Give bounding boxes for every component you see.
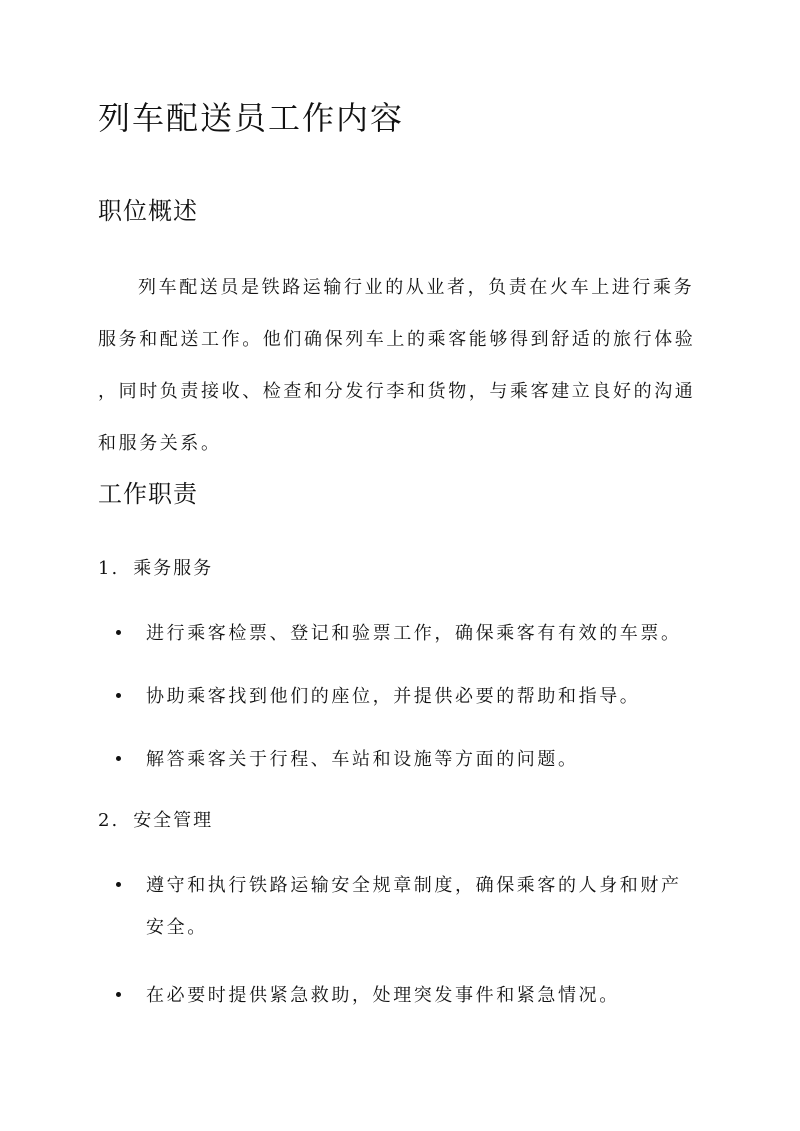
overview-line: 和服务关系。 <box>98 433 222 454</box>
overview-line: ，同时负责接收、检查和分发行李和货物，与乘客建立良好的沟通 <box>98 381 696 402</box>
duties-heading: 工作职责 <box>98 480 198 508</box>
list-item-text-continued: 安全。 <box>146 917 208 938</box>
list-item-text: 遵守和执行铁路运输安全规章制度，确保乘客的人身和财产 <box>146 875 682 896</box>
list-item <box>116 870 716 958</box>
list-item <box>116 618 716 650</box>
bullet-icon <box>116 756 121 761</box>
duty-list <box>116 870 716 1043</box>
duty-section-heading <box>98 808 213 834</box>
overview-line: 列车配送员是铁路运输行业的从业者，负责在火车上进行乘务 <box>138 277 695 298</box>
document-title: 列车配送员工作内容 <box>98 99 405 137</box>
overview-paragraph <box>98 262 708 470</box>
bullet-icon <box>116 630 121 635</box>
duty-section-title: 安全管理 <box>133 810 214 831</box>
list-item <box>116 744 716 776</box>
duty-section-heading <box>98 556 213 582</box>
duty-list <box>116 618 716 807</box>
bullet-icon <box>116 992 121 997</box>
list-item <box>116 980 716 1012</box>
bullet-icon <box>116 693 121 698</box>
list-item-text: 协助乘客找到他们的座位，并提供必要的帮助和指导。 <box>146 686 641 707</box>
overview-line: 服务和配送工作。他们确保列车上的乘客能够得到舒适的旅行体验 <box>98 329 696 350</box>
list-item-text: 解答乘客关于行程、车站和设施等方面的问题。 <box>146 749 579 770</box>
duty-section-number: 1. <box>98 558 120 579</box>
duty-section-number: 2. <box>98 810 120 831</box>
list-item <box>116 681 716 713</box>
bullet-icon <box>116 882 121 887</box>
list-item-text: 进行乘客检票、登记和验票工作，确保乘客有有效的车票。 <box>146 623 682 644</box>
overview-heading: 职位概述 <box>98 197 198 225</box>
list-item-text: 在必要时提供紧急救助，处理突发事件和紧急情况。 <box>146 985 620 1006</box>
duty-section-title: 乘务服务 <box>133 558 214 579</box>
